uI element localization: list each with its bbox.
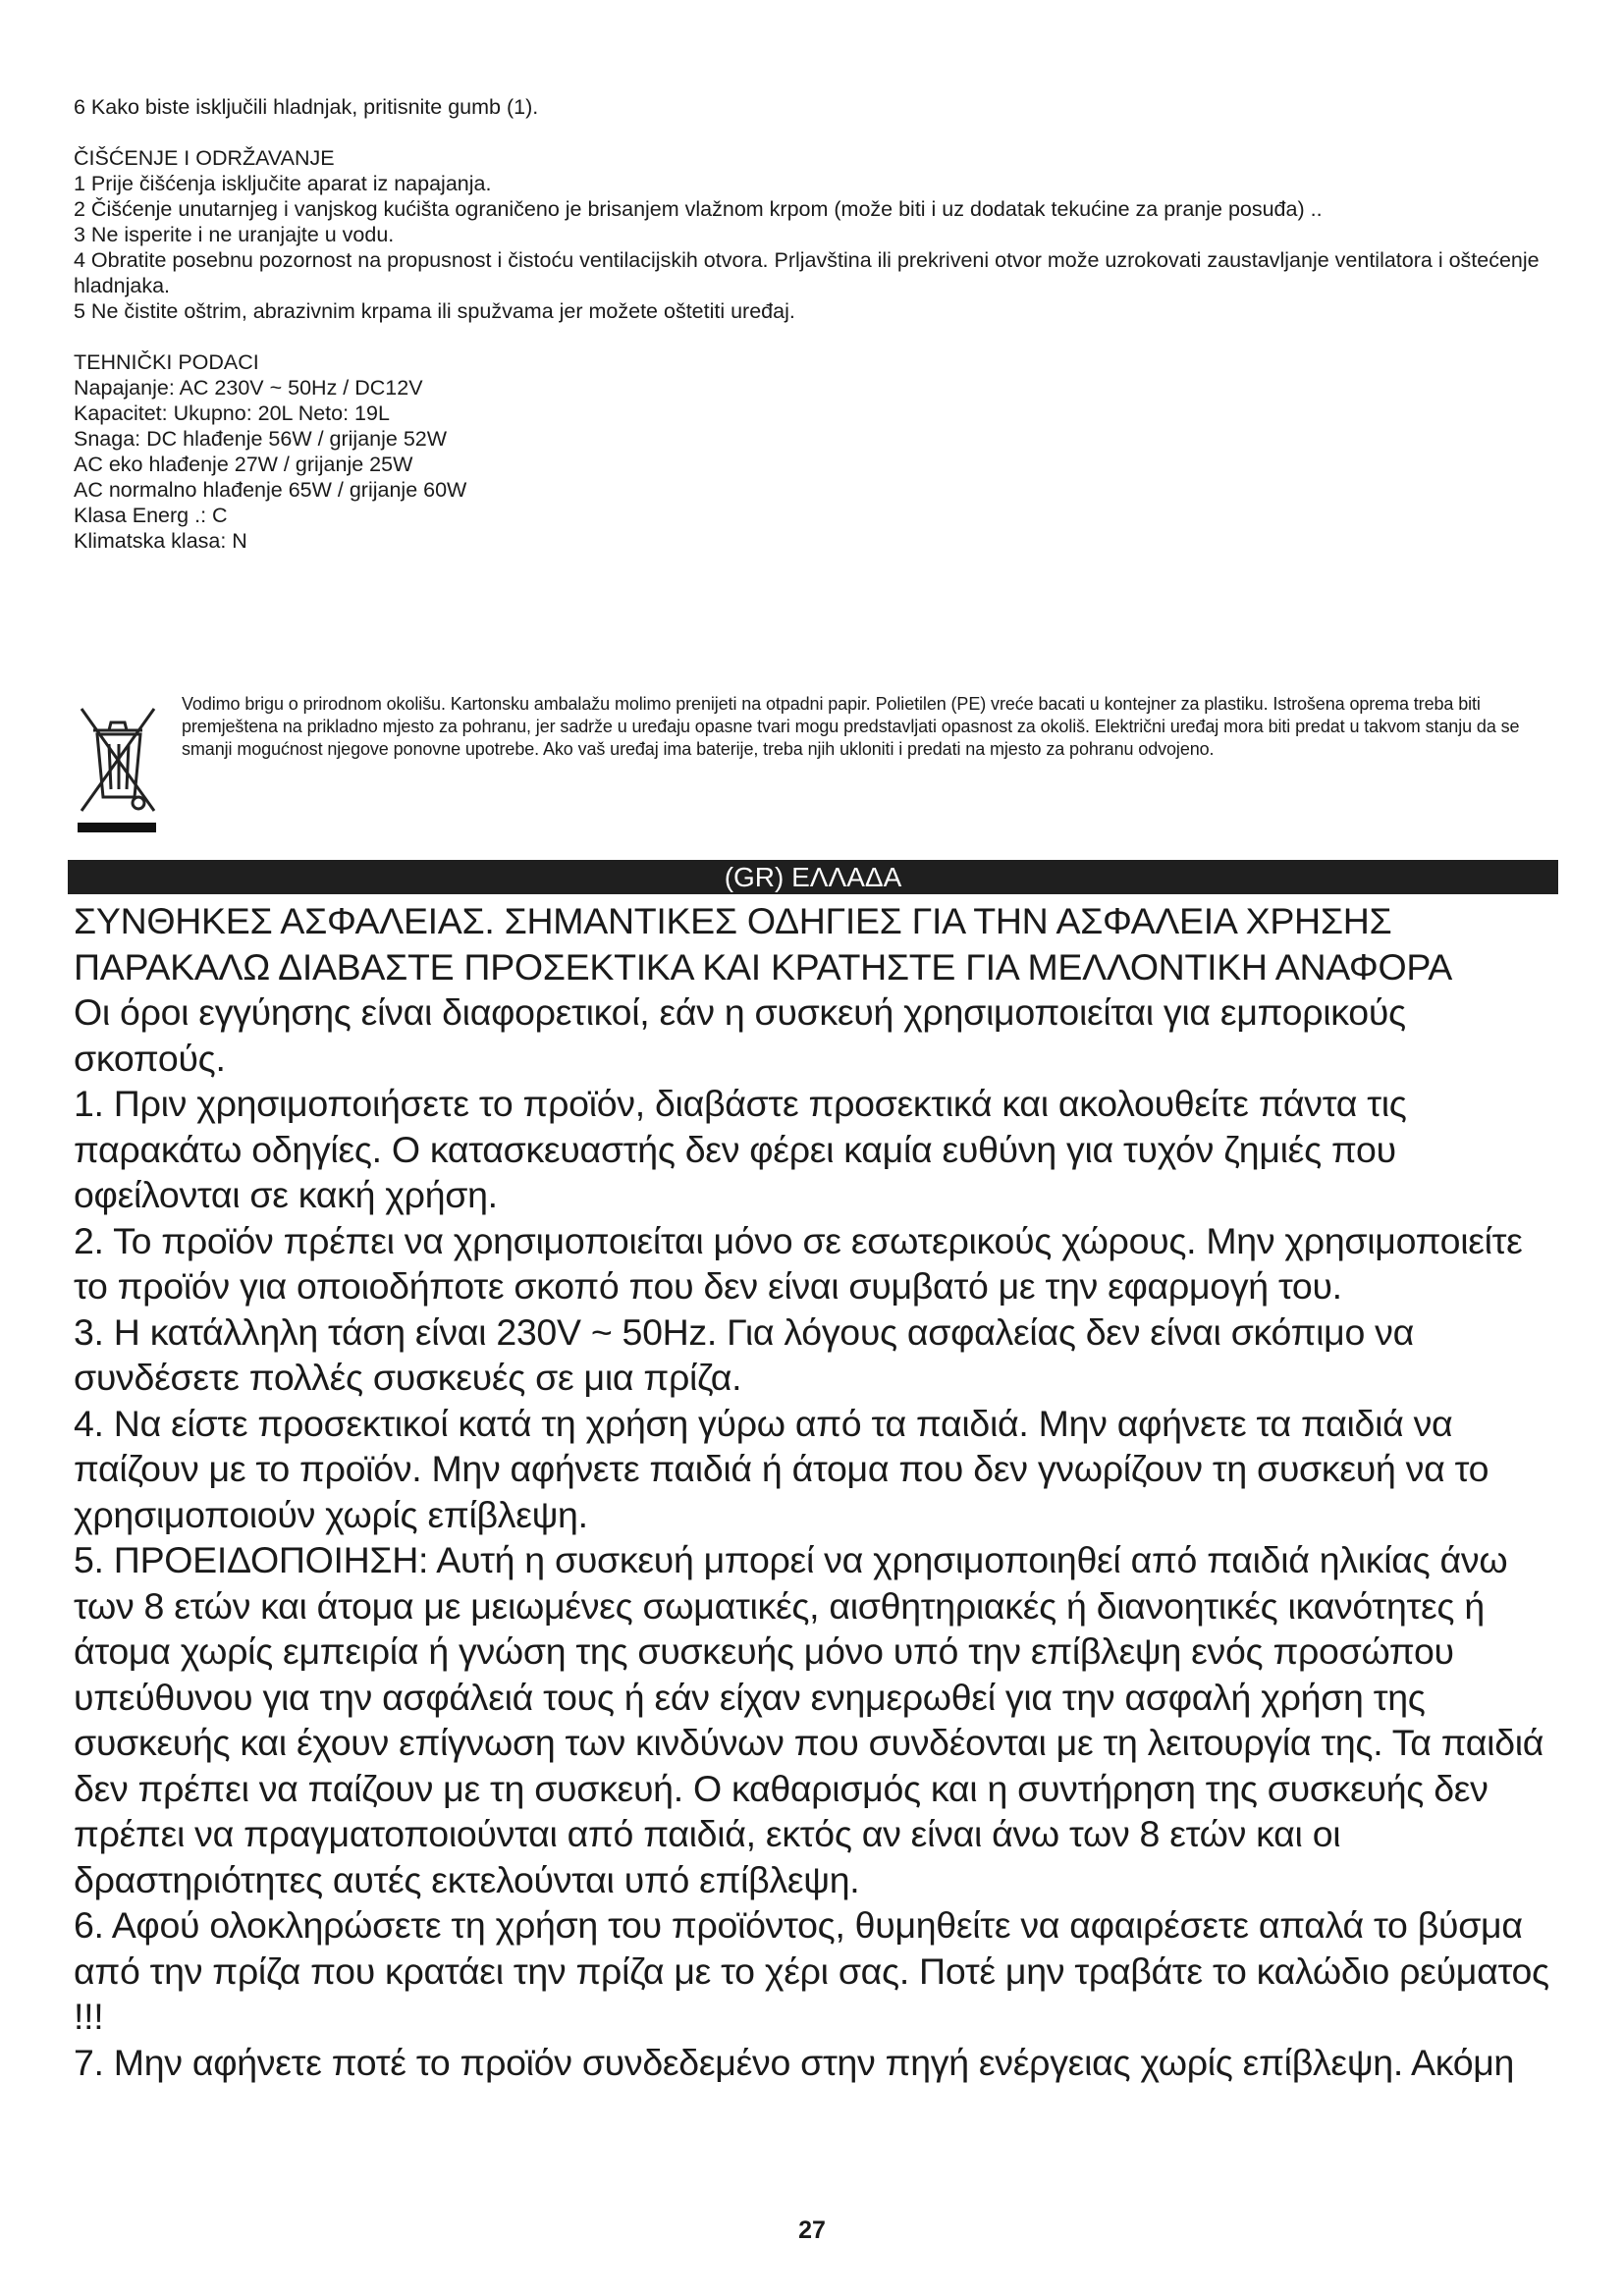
cleaning-item: 2 Čišćenje unutarnjeg i vanjskog kućišta ograničeno je brisanjem vlažnom krpom (može biti i uz dodatak tekućine za pranje posuđa) .. [74,197,1323,221]
recycling-notice [74,693,1556,761]
cleaning-item: 3 Ne isperite i ne uranjajte u vodu. [74,223,395,246]
greek-safety-section [74,898,1566,2085]
section-banner: (GR) ΕΛΛΑΔΑ [68,860,1558,894]
page-number: 27 [798,2216,826,2244]
cleaning-item: 4 Obratite posebnu pozornost na propusnost i čistoću ventilacijskih otvora. Prljavština ili prekriveni otvor može uzrokovati zaustavljanje ventilatora i oštećenje hladnjaka. [74,248,1540,297]
recycling-text: Vodimo brigu o prirodnom okolišu. Kartonsku ambalažu molimo prenijeti na otpadni papir. Polietilen (PE) vreće bacati u kontejner za plastiku. Istrošena oprema treba biti premještena na prikladno mjesto za pohranu, jer sadrže u uređaju opasne tvari mogu predstavljati opasnost za okoliš. Električni uređaj mora biti predat u takvom stanju da se smanji mogućnost njegove ponovne upotrebe. Ako vaš uređaj ima baterije, treba njih ukloniti i predati na mjesto za pohranu odvojeno. [182,694,1520,759]
top-text-block [74,94,1556,554]
cleaning-item: 1 Prije čišćenja isključite aparat iz napajanja. [74,172,492,195]
safety-item: 4. Να είστε προσεκτικοί κατά τη χρήση γύρω από τα παιδιά. Μην αφήνετε τα παιδιά να παίζουν με το προϊόν. Μην αφήνετε παιδιά ή άτομα που δεν γνωρίζουν τη συσκευή να το χρησιμοποιούν χωρίς επίβλεψη. [74,1402,1489,1535]
tech-item: Klimatska klasa: N [74,529,247,553]
tech-item: AC normalno hlađenje 65W / grijanje 60W [74,478,467,502]
safety-item: 5. ΠΡΟΕΙΔΟΠΟΙΗΣΗ: Αυτή η συσκευή μπορεί να χρησιμοποιηθεί από παιδιά ηλικίας άνω των 8 ετών και άτομα με μειωμένες σωματικές, αισθητηριακές ή διανοητικές ικανότητες ή άτομα χωρίς εμπειρία ή γνώση της συσκευής μόνο υπό την επίβλεψη ενός προσώπου υπεύθυνου για την ασφάλειά τους ή εάν είχαν ενημερωθεί για την ασφαλή χρήση της συσκευής και έχουν επίγνωση των κινδύνων που συνδέονται με τη λειτουργία της. Τα παιδιά δεν πρέπει να παίζουν με τη συσκευή. Ο καθαρισμός και η συντήρηση της συσκευής δεν πρέπει να πραγματοποιούνται από παιδιά, εκτός αν είναι άνω των 8 ετών και οι δραστηριότητες αυτές εκτελούνται υπό επίβλεψη. [74,1539,1544,1900]
tech-item: Napajanje: AC 230V ~ 50Hz / DC12V [74,376,423,400]
greek-heading: ΠΑΡΑΚΑΛΩ ΔΙΑΒΑΣΤΕ ΠΡΟΣΕΚΤΙΚΑ ΚΑΙ ΚΡΑΤΗΣΤΕ ΓΙΑ ΜΕΛΛΟΝΤΙΚΗ ΑΝΑΦΟΡΑ [74,945,1452,988]
warranty-note: Οι όροι εγγύησης είναι διαφορετικοί, εάν η συσκευή χρησιμοποιείται για εμπορικούς σκοπούς. [74,991,1406,1079]
cleaning-title: ČIŠĆENJE I ODRŽAVANJE [74,146,335,170]
tech-item: Kapacitet: Ukupno: 20L Neto: 19L [74,401,390,425]
safety-item: 3. Η κατάλληλη τάση είναι 230V ~ 50Hz. Για λόγους ασφαλείας δεν είναι σκόπιμο να συνδέσετε πολλές συσκευές σε μια πρίζα. [74,1310,1414,1398]
tech-item: Snaga: DC hlađenje 56W / grijanje 52W [74,427,448,451]
safety-item: 2. Το προϊόν πρέπει να χρησιμοποιείται μόνο σε εσωτερικούς χώρους. Μην χρησιμοποιείτε το προϊόν για οποιοδήποτε σκοπό που δεν είναι συμβατό με την εφαρμογή του. [74,1219,1523,1307]
safety-item: 6. Αφού ολοκληρώσετε τη χρήση του προϊόντος, θυμηθείτε να αφαιρέσετε απαλά το βύσμα από την πρίζα που κρατάει την πρίζα με το χέρι σας. Ποτέ μην τραβάτε το καλώδιο ρεύματος !!! [74,1904,1549,2037]
safety-item: 1. Πριν χρησιμοποιήσετε το προϊόν, διαβάστε προσεκτικά και ακολουθείτε πάντα τις παρακάτω οδηγίες. Ο κατασκευαστής δεν φέρει καμία ευθύνη για τυχόν ζημιές που οφείλονται σε κακή χρήση. [74,1083,1407,1215]
greek-heading: ΣΥΝΘΗΚΕΣ ΑΣΦΑΛΕΙΑΣ. ΣΗΜΑΝΤΙΚΕΣ ΟΔΗΓΙΕΣ ΓΙΑ ΤΗΝ ΑΣΦΑΛΕΙΑ ΧΡΗΣΗΣ [74,900,1392,941]
crossed-out-wheeled-bin-icon [74,701,162,838]
tech-title: TEHNIČKI PODACI [74,350,259,374]
tech-item: AC eko hlađenje 27W / grijanje 25W [74,453,413,476]
intro-line: 6 Kako biste isključili hladnjak, pritisnite gumb (1). [74,95,539,119]
safety-item: 7. Μην αφήνετε ποτέ το προϊόν συνδεδεμένο στην πηγή ενέργειας χωρίς επίβλεψη. Ακόμη [74,2041,1515,2083]
tech-item: Klasa Energ .: C [74,504,228,527]
cleaning-item: 5 Ne čistite oštrim, abrazivnim krpama ili spužvama jer možete oštetiti uređaj. [74,299,795,323]
